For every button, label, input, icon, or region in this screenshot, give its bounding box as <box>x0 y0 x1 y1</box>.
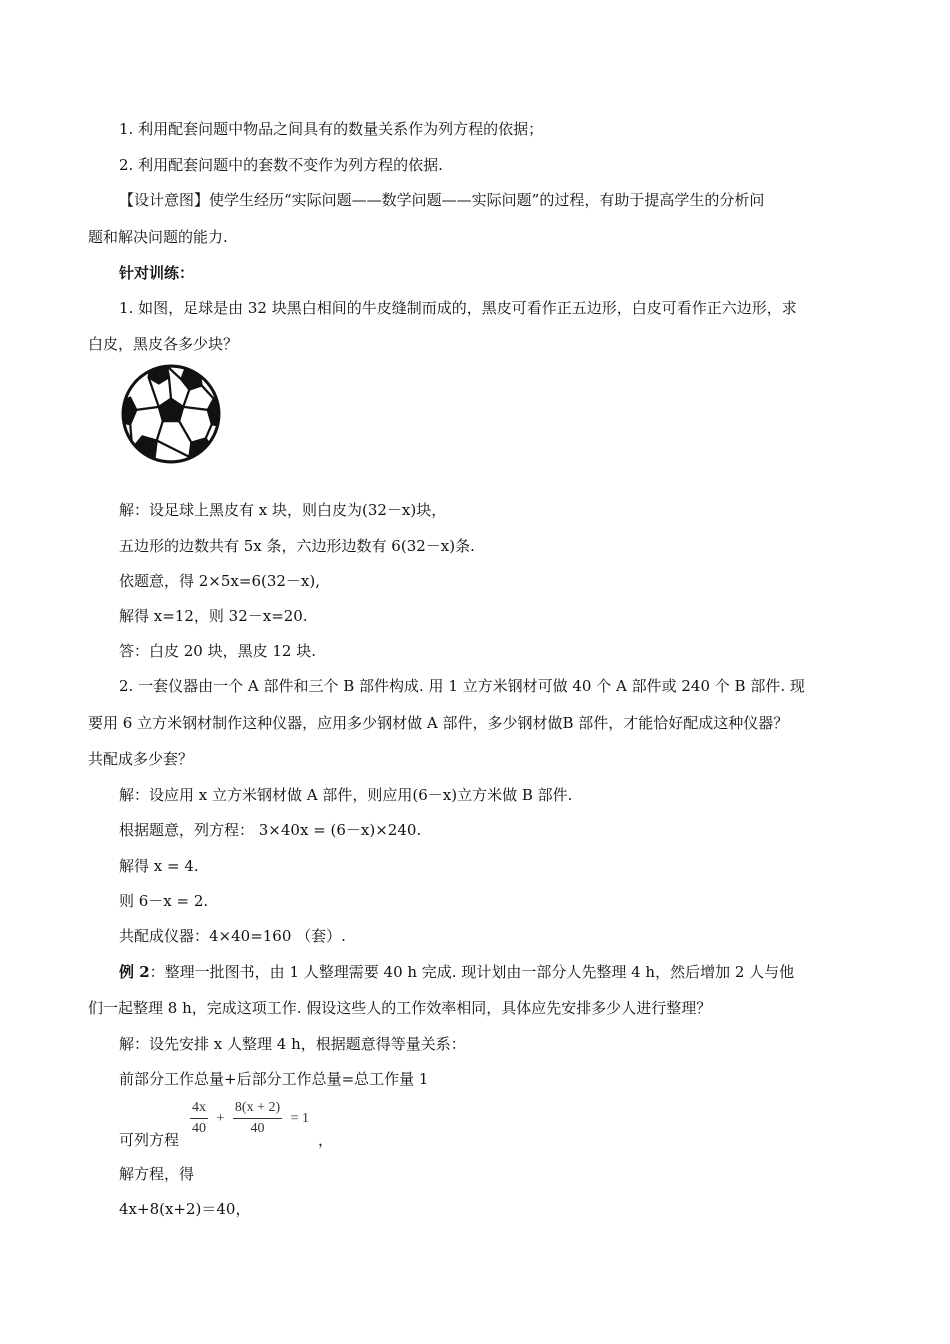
equation-formula <box>188 1100 312 1137</box>
fraction-2-numerator: 8(x + 2) <box>233 1100 282 1119</box>
solution-1-line-1: 解：设足球上黑皮有 x 块，则白皮为(32－x)块， <box>119 501 447 519</box>
example-2-line-2: 们一起整理 8 h，完成这项工作. 假设这些人的工作效率相同，具体应先安排多少人进行整理？ <box>88 999 712 1017</box>
problem-2-line-3: 共配成多少套？ <box>88 750 194 768</box>
fraction-1-numerator: 4x <box>190 1100 208 1119</box>
solution-1-line-3: 依题意，得 2×5x=6(32－x), <box>119 572 321 590</box>
solution-2-line-3: 解得 x = 4. <box>119 857 199 875</box>
plus-sign: + <box>216 1110 225 1126</box>
problem-1-line-1: 1. 如图，足球是由 32 块黑白相间的牛皮缝制而成的，黑皮可看作正五边形，白皮可看作正六边形，求 <box>119 299 797 317</box>
problem-2-line-2: 要用 6 立方米钢材制作这种仪器，应用多少钢材做 A 部件，多少钢材做B 部件，才能恰好配成这种仪器？ <box>88 714 789 732</box>
solution-2-line-1: 解：设应用 x 立方米钢材做 A 部件，则应用(6－x)立方米做 B 部件. <box>119 786 573 804</box>
fraction-2-denominator: 40 <box>250 1121 265 1136</box>
text-line-2: 2. 利用配套问题中的套数不变作为列方程的依据. <box>119 156 443 174</box>
solution-ex2-line-1: 解：设先安排 x 人整理 4 h，根据题意得等量关系： <box>119 1035 466 1053</box>
fraction-2 <box>233 1100 282 1137</box>
solution-ex2-line-2: 前部分工作总量+后部分工作总量=总工作量 1 <box>119 1070 429 1088</box>
problem-2-line-1: 2. 一套仪器由一个 A 部件和三个 B 部件构成. 用 1 立方米钢材可做 40 个 A 部件或 240 个 B 部件. 现 <box>119 677 805 695</box>
solution-2-line-4: 则 6－x = 2. <box>119 892 209 910</box>
solution-1-line-2: 五边形的边数共有 5x 条，六边形边数有 6(32－x)条. <box>119 537 475 555</box>
example-2-line-1 <box>119 962 794 982</box>
solution-2-line-2: 根据题意，列方程： 3×40x = (6－x)×240. <box>119 821 422 839</box>
section-heading-practice: 针对训练： <box>119 264 195 282</box>
fraction-1-denominator: 40 <box>192 1121 206 1136</box>
equation-rhs: = 1 <box>290 1110 310 1126</box>
example-2-label: 例 2 <box>119 963 150 981</box>
solution-1-line-4: 解得 x=12，则 32－x=20. <box>119 607 308 625</box>
design-intent-line-2: 题和解决问题的能力. <box>88 228 228 246</box>
solution-2-answer: 共配成仪器：4×40=160 （套）. <box>119 927 346 945</box>
solution-ex2-equation-label: 可列方程 <box>119 1131 180 1149</box>
soccer-ball-icon <box>120 363 222 465</box>
problem-1-line-2: 白皮，黑皮各多少块？ <box>88 335 239 353</box>
text-line-1: 1. 利用配套问题中物品之间具有的数量关系作为列方程的依据； <box>119 120 544 138</box>
example-2-text: ：整理一批图书，由 1 人整理需要 40 h 完成. 现计划由一部分人先整理 4 h，然后增加 2 人与他 <box>149 963 795 981</box>
solution-ex2-line-5: 4x+8(x+2)＝40， <box>119 1200 251 1218</box>
design-intent-line-1: 【设计意图】使学生经历“实际问题——数学问题——实际问题”的过程，有助于提高学生的分析问 <box>119 191 765 209</box>
equation-comma: ， <box>318 1131 334 1149</box>
solution-1-answer: 答：白皮 20 块，黑皮 12 块. <box>119 642 317 660</box>
solution-ex2-line-4: 解方程，得 <box>119 1165 195 1183</box>
fraction-1 <box>190 1100 208 1137</box>
